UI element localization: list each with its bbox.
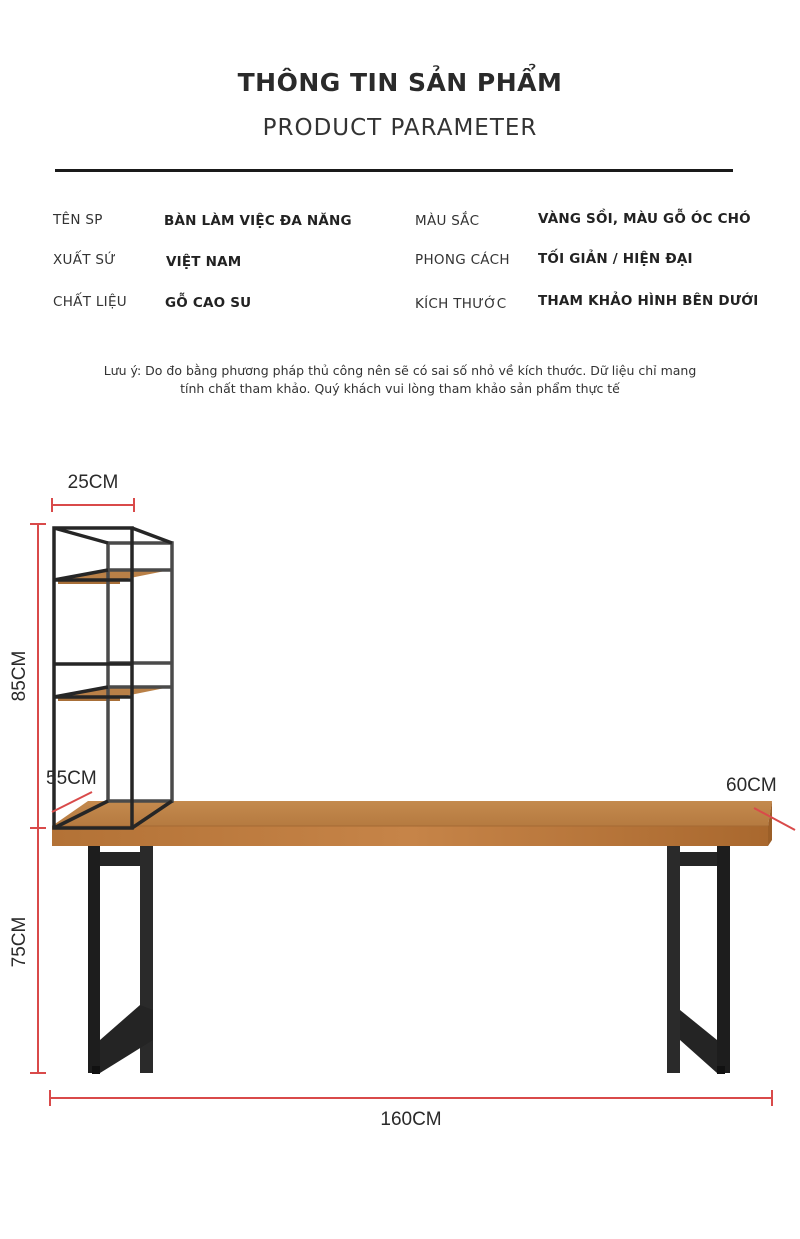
dim-label-shelf-width: 25CM [67, 472, 119, 493]
dim-label-desk-height: 75CM [9, 916, 30, 968]
product-dimension-drawing [0, 430, 800, 1239]
dim-label-shelf-depth: 55CM [46, 768, 97, 789]
note-line-1: Lưu ý: Do đo bằng phương pháp thủ công nên sẽ có sai số nhỏ về kích thước. Dữ liệu chỉ mang [103, 363, 697, 378]
measurement-note [60, 362, 740, 398]
dim-label-desk-depth: 60CM [726, 775, 777, 796]
spec-value-name: BÀN LÀM VIỆC ĐA NĂNG [164, 213, 352, 229]
note-line-2: tính chất tham khảo. Quý khách vui lòng tham khảo sản phẩm thực tế [180, 381, 620, 396]
spec-value-style: TỐI GIẢN / HIỆN ĐẠI [538, 251, 693, 267]
spec-label-origin: XUẤT SỨ [53, 252, 117, 268]
spec-label-style: PHONG CÁCH [415, 252, 510, 268]
spec-label-size: KÍCH THƯỚC [415, 296, 507, 312]
spec-value-origin: VIỆT NAM [166, 254, 242, 270]
spec-label-material: CHẤT LIỆU [53, 294, 127, 310]
page-subtitle: PRODUCT PARAMETER [262, 115, 538, 141]
page-title: THÔNG TIN SẢN PHẨM [237, 68, 563, 97]
dim-label-shelf-height: 85CM [9, 650, 30, 702]
spec-value-material: GỖ CAO SU [165, 295, 252, 311]
dim-label-desk-length: 160CM [380, 1109, 442, 1130]
spec-label-color: MÀU SẮC [415, 213, 480, 229]
desk-leg-right [667, 846, 730, 1074]
desk-leg-left [88, 846, 153, 1074]
spec-value-size: THAM KHẢO HÌNH BÊN DƯỚI [538, 293, 759, 309]
divider [55, 169, 733, 172]
spec-value-color: VÀNG SỒI, MÀU GỖ ÓC CHÓ [538, 211, 751, 227]
spec-label-name: TÊN SP [53, 212, 103, 228]
